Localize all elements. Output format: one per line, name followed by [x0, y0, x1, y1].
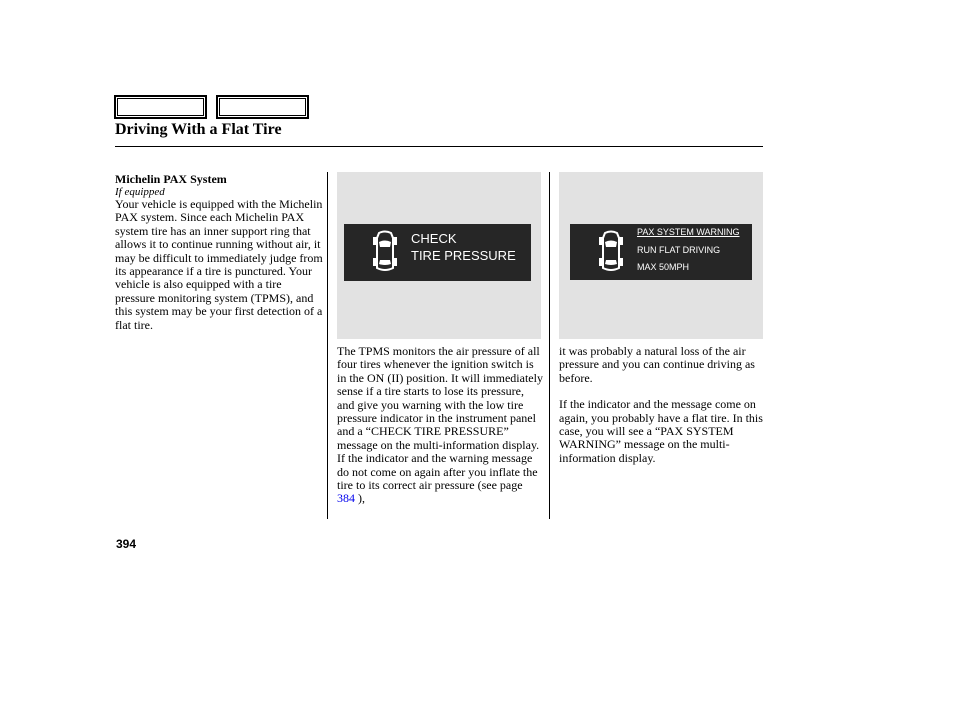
display-panel — [570, 224, 752, 280]
nav-button-next[interactable] — [216, 95, 309, 119]
section-heading: Michelin PAX System — [115, 172, 227, 186]
column-3-para-1: it was probably a natural loss of the air pressure and you can continue driving as before. — [559, 344, 755, 385]
column-3 — [559, 345, 763, 465]
page-number: 394 — [116, 537, 137, 551]
display-line-2: TIRE PRESSURE — [411, 248, 516, 263]
column-2-text-end: ), — [355, 491, 365, 506]
car-top-view-icon — [598, 230, 624, 274]
display-line-1: PAX SYSTEM WARNING — [637, 227, 740, 237]
display-line-1: CHECK — [411, 231, 457, 246]
figure-check-tire-pressure — [337, 172, 541, 339]
title-rule — [115, 146, 763, 147]
page-reference-link[interactable]: 384 — [337, 491, 355, 506]
display-line-3: MAX 50MPH — [637, 262, 690, 272]
section-subheading: If equipped — [115, 186, 165, 198]
column-2-text: The TPMS monitors the air pressure of all four tires whenever the ignition switch is in the ON (II) position. It will immediately sense if a tire starts to lose its pressure, and give you warning with the low tire pressure indicator in the instrument panel and a “CHECK TIRE PRESSURE” message on the multi-information display. If the indicator and the warning message do not come on again after you inflate the tire to its correct air pressure (see page — [337, 344, 543, 493]
column-3-para-2: If the indicator and the message come on again, you probably have a flat tire. In this case, you will see a “PAX SYSTEM WARNING” message on the multi-information display. — [559, 397, 763, 465]
column-2-body — [337, 345, 543, 506]
figure-pax-system-warning — [559, 172, 763, 339]
column-divider-1 — [327, 172, 328, 519]
car-top-view-icon — [372, 230, 398, 274]
display-panel — [344, 224, 531, 281]
page-title: Driving With a Flat Tire — [115, 121, 282, 138]
display-line-2: RUN FLAT DRIVING — [637, 245, 721, 255]
column-1 — [115, 172, 323, 332]
nav-button-previous[interactable] — [114, 95, 207, 119]
column-2 — [337, 345, 543, 506]
column-1-body: Your vehicle is equipped with the Michelin PAX system. Since each Michelin PAX system tire has an inner support ring that allows it to continue running without air, it may be difficult to immediately judge from its appearance if a tire is punctured. Your vehicle is also equipped with a tire pressure monitoring system (TPMS), and this system may be your first detection of a flat tire. — [115, 197, 323, 332]
column-divider-2 — [549, 172, 550, 519]
